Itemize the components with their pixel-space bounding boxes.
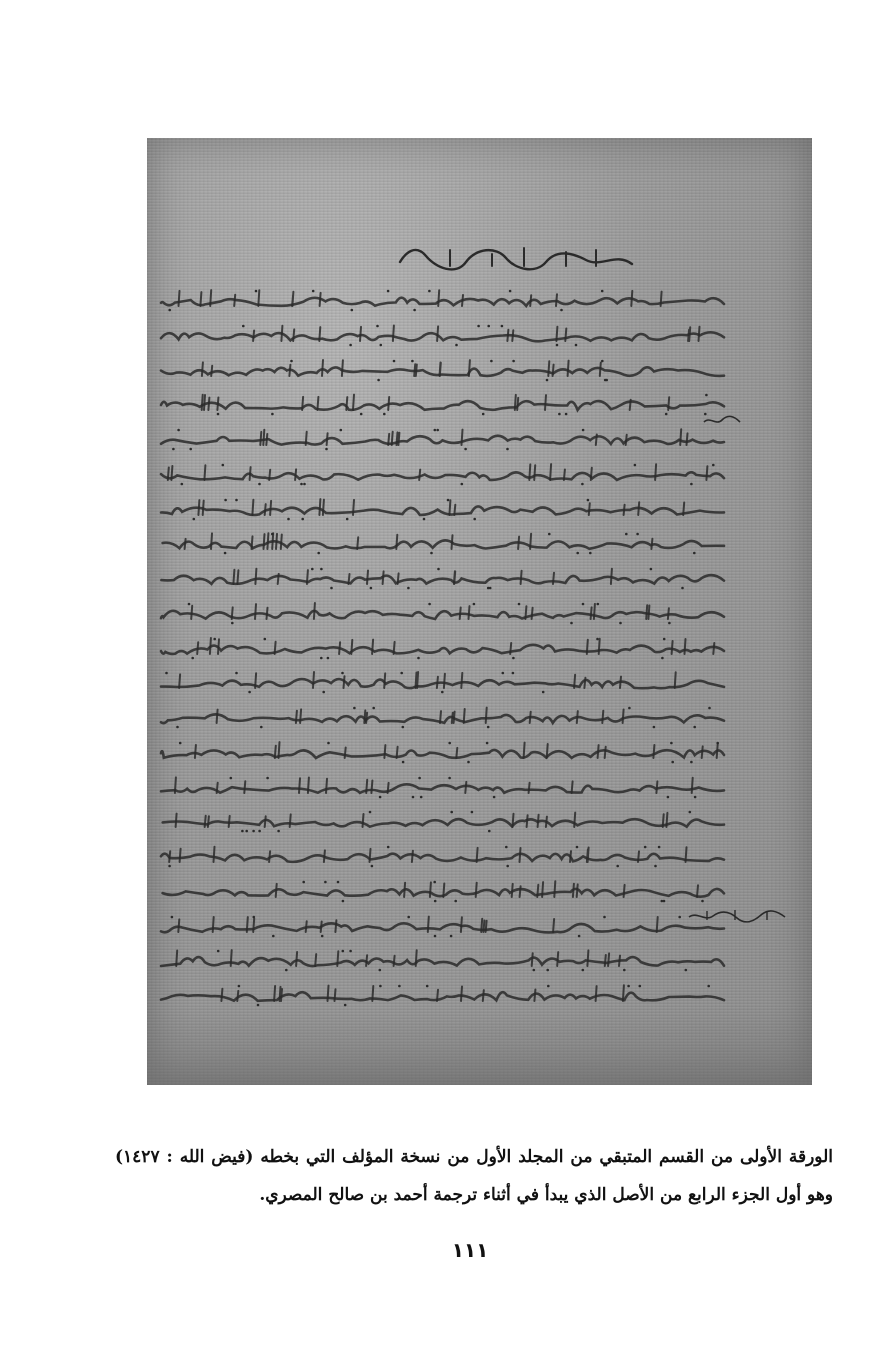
page-number: ١١١ — [451, 1238, 489, 1262]
manuscript-line — [155, 983, 728, 1007]
manuscript-line — [155, 670, 728, 694]
manuscript-line — [155, 288, 728, 312]
manuscript-line — [155, 948, 728, 972]
caption-line-2: الله : ١٤٢٧) وهو أول الجزء الرابع من الأصل الذي يبدأ في أثناء ترجمة أحمد بن صالح المصري. — [115, 1147, 833, 1205]
manuscript-margin-note — [702, 412, 742, 428]
manuscript-line — [155, 323, 728, 347]
manuscript-text-block — [155, 288, 728, 1018]
manuscript-line — [155, 462, 728, 486]
manuscript-line — [155, 566, 728, 590]
manuscript-line — [155, 809, 728, 833]
caption-line-1: الورقة الأولى من القسم المتبقي من المجلد الأول من نسخة المؤلف التي بخطه (فيض — [211, 1147, 833, 1167]
manuscript-line — [155, 636, 728, 660]
manuscript-line — [155, 531, 728, 555]
manuscript-line — [155, 358, 728, 382]
manuscript-basmala — [396, 246, 636, 272]
manuscript-line — [155, 427, 728, 451]
manuscript-line — [155, 705, 728, 729]
manuscript-line — [155, 914, 728, 938]
manuscript-line — [155, 740, 728, 764]
manuscript-line — [155, 392, 728, 416]
manuscript-line — [155, 775, 728, 799]
manuscript-image — [147, 138, 812, 1085]
manuscript-line — [155, 601, 728, 625]
figure-caption — [115, 1138, 833, 1214]
manuscript-margin-note — [687, 908, 787, 924]
manuscript-line — [155, 879, 728, 903]
manuscript-line — [155, 844, 728, 868]
manuscript-line — [155, 497, 728, 521]
